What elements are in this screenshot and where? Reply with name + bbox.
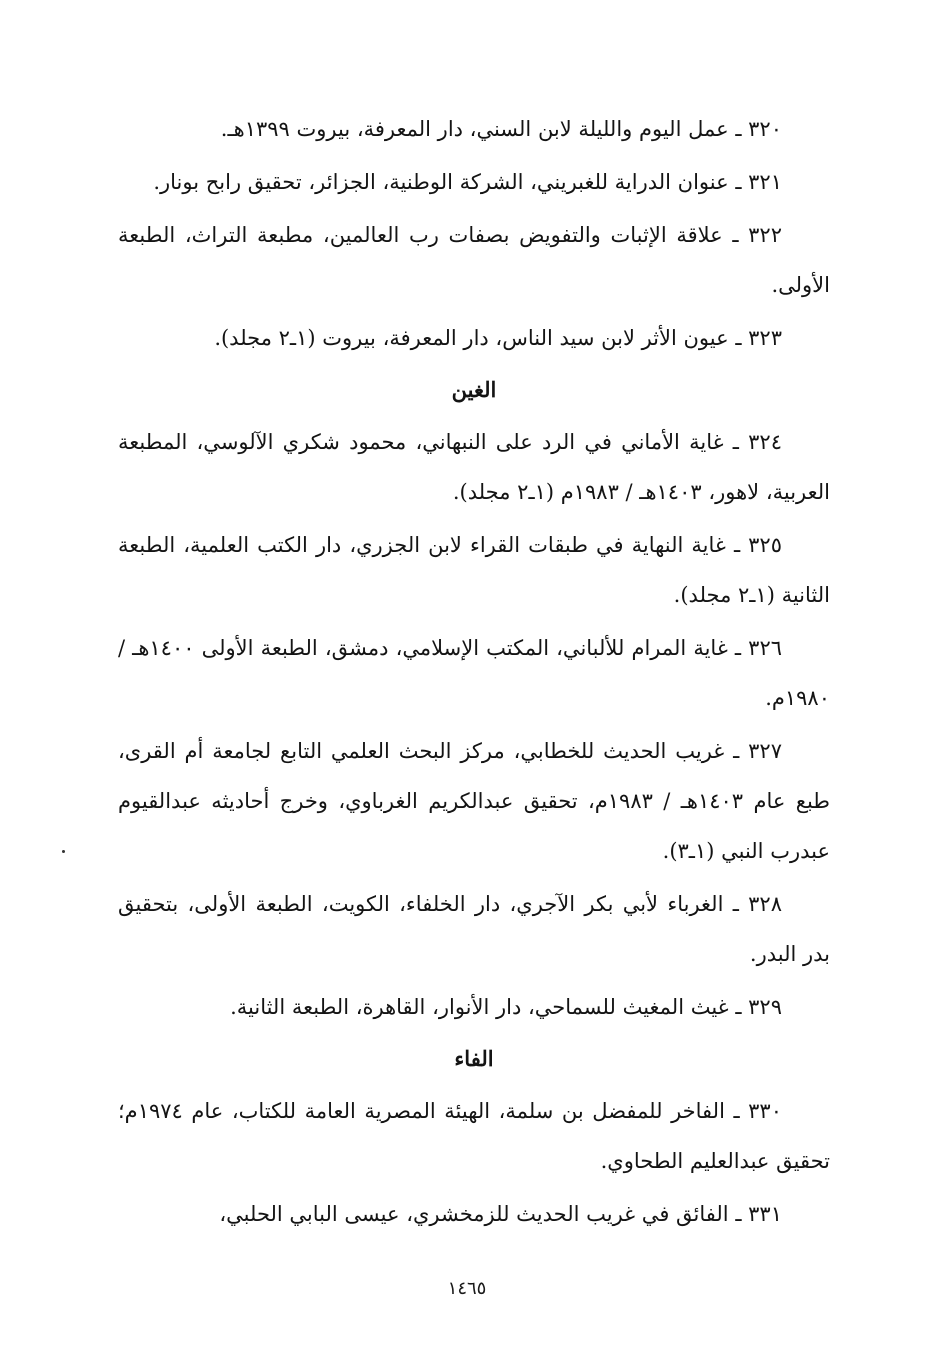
- bibliography-list: [118, 104, 830, 1242]
- section-header-ghain: الغين: [451, 377, 497, 402]
- bibliography-entry-322: ٣٢٢ ـ علاقة الإثبات والتفويض بصفات رب العالمين، مطبعة التراث، الطبعة الأولى.: [118, 223, 830, 297]
- bibliography-entry-330: ٣٣٠ ـ الفاخر للمفضل بن سلمة، الهيئة المصرية العامة للكتاب، عام ١٩٧٤م؛ تحقيق عبدالعليم الطحاوي.: [118, 1099, 830, 1173]
- section-header-faa: الفاء: [454, 1046, 494, 1071]
- bibliography-entry-329: ٣٢٩ ـ غيث المغيث للسماحي، دار الأنوار، القاهرة، الطبعة الثانية.: [230, 995, 782, 1019]
- page-number: ١٤٦٥: [447, 1278, 487, 1299]
- scan-speck: [62, 850, 65, 853]
- bibliography-entry-324: ٣٢٤ ـ غاية الأماني في الرد على النبهاني، محمود شكري الآلوسي، المطبعة العربية، لاهور، ١٤٠٣هـ / ١٩٨٣م (١ـ٢ مجلد).: [118, 430, 830, 504]
- bibliography-entry-328: ٣٢٨ ـ الغرباء لأبي بكر الآجري، دار الخلفاء، الكويت، الطبعة الأولى، بتحقيق بدر البدر.: [118, 892, 830, 966]
- bibliography-entry-326: ٣٢٦ ـ غاية المرام للألباني، المكتب الإسلامي، دمشق، الطبعة الأولى ١٤٠٠هـ / ١٩٨٠م.: [118, 636, 830, 710]
- bibliography-entry-331: ٣٣١ ـ الفائق في غريب الحديث للزمخشري، عيسى البابي الحلبي،: [219, 1202, 782, 1226]
- bibliography-entry-323: ٣٢٣ ـ عيون الأثر لابن سيد الناس، دار المعرفة، بيروت (١ـ٢ مجلد).: [214, 326, 782, 350]
- bibliography-entry-327: ٣٢٧ ـ غريب الحديث للخطابي، مركز البحث العلمي التابع لجامعة أم القرى، طبع عام ١٤٠٣هـ / ١٩٨٣م، تحقيق عبدالكريم الغرباوي، وخرج أحاديثه عبدالقيوم عبدرب النبي (١ـ٣).: [118, 739, 830, 863]
- bibliography-entry-321: ٣٢١ ـ عنوان الدراية للغبريني، الشركة الوطنية، الجزائر، تحقيق رابح بونار.: [153, 170, 782, 194]
- bibliography-entry-320: ٣٢٠ ـ عمل اليوم والليلة لابن السني، دار المعرفة، بيروت ١٣٩٩هـ.: [220, 117, 782, 141]
- bibliography-entry-325: ٣٢٥ ـ غاية النهاية في طبقات القراء لابن الجزري، دار الكتب العلمية، الطبعة الثانية (١ـ٢ مجلد).: [118, 533, 830, 607]
